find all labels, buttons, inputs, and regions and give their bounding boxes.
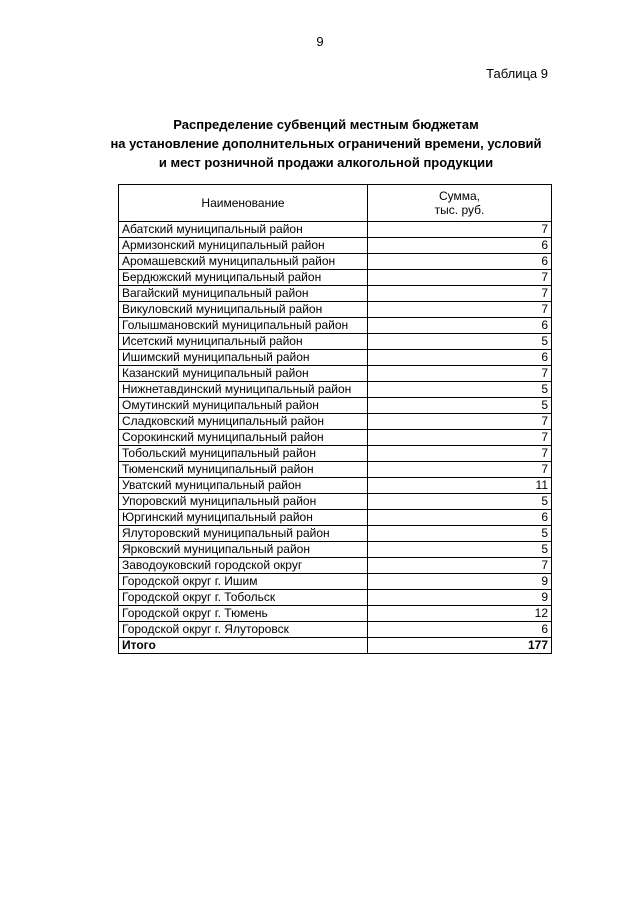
row-name: Ялуторовский муниципальный район — [119, 526, 368, 542]
table-row — [119, 286, 552, 302]
header-sum-line-1: Сумма, — [438, 189, 481, 203]
row-name: Исетский муниципальный район — [119, 334, 368, 350]
row-name: Городской округ г. Тобольск — [119, 590, 368, 606]
row-sum: 7 — [368, 414, 552, 430]
title-line-2: на установление дополнительных ограничений времени, условий — [110, 136, 542, 151]
row-name: Нижнетавдинский муниципальный район — [119, 382, 368, 398]
row-sum: 5 — [368, 526, 552, 542]
header-sum — [368, 185, 552, 222]
table-row — [119, 414, 552, 430]
table-row — [119, 494, 552, 510]
page-number: 9 — [316, 34, 324, 49]
table-header-row — [119, 185, 552, 222]
row-name: Армизонский муниципальный район — [119, 238, 368, 254]
row-name: Голышмановский муниципальный район — [119, 318, 368, 334]
header-name: Наименование — [119, 185, 368, 222]
table-row — [119, 254, 552, 270]
table-row — [119, 302, 552, 318]
table-row — [119, 366, 552, 382]
row-name: Абатский муниципальный район — [119, 222, 368, 238]
row-name: Ишимский муниципальный район — [119, 350, 368, 366]
row-sum: 5 — [368, 542, 552, 558]
row-name: Ярковский муниципальный район — [119, 542, 368, 558]
table-row — [119, 462, 552, 478]
total-label: Итого — [119, 638, 368, 654]
table-row — [119, 270, 552, 286]
document-title — [60, 115, 592, 172]
table-row — [119, 382, 552, 398]
row-sum: 7 — [368, 430, 552, 446]
row-name: Аромашевский муниципальный район — [119, 254, 368, 270]
row-sum: 7 — [368, 270, 552, 286]
table-row — [119, 478, 552, 494]
table-row — [119, 222, 552, 238]
row-name: Юргинский муниципальный район — [119, 510, 368, 526]
title-line-3: и мест розничной продажи алкогольной продукции — [158, 155, 494, 170]
table-row — [119, 350, 552, 366]
table-row — [119, 606, 552, 622]
table-row — [119, 430, 552, 446]
row-sum: 6 — [368, 318, 552, 334]
row-name: Городской округ г. Тюмень — [119, 606, 368, 622]
row-name: Тобольский муниципальный район — [119, 446, 368, 462]
table-body — [119, 222, 552, 654]
row-sum: 5 — [368, 334, 552, 350]
row-sum: 9 — [368, 590, 552, 606]
table-row — [119, 558, 552, 574]
row-name: Городской округ г. Ялуторовск — [119, 622, 368, 638]
row-name: Тюменский муниципальный район — [119, 462, 368, 478]
header-sum-line-2: тыс. руб. — [434, 203, 485, 217]
table-row — [119, 398, 552, 414]
total-row — [119, 638, 552, 654]
row-name: Заводоуковский городской округ — [119, 558, 368, 574]
table-label: Таблица 9 — [486, 66, 548, 81]
row-sum: 7 — [368, 446, 552, 462]
row-name: Сладковский муниципальный район — [119, 414, 368, 430]
row-name: Вагайский муниципальный район — [119, 286, 368, 302]
table-row — [119, 510, 552, 526]
row-name: Бердюжский муниципальный район — [119, 270, 368, 286]
table-row — [119, 574, 552, 590]
table-row — [119, 622, 552, 638]
row-sum: 12 — [368, 606, 552, 622]
row-name: Сорокинский муниципальный район — [119, 430, 368, 446]
row-sum: 7 — [368, 302, 552, 318]
table-row — [119, 318, 552, 334]
row-sum: 9 — [368, 574, 552, 590]
table-row — [119, 590, 552, 606]
row-name: Викуловский муниципальный район — [119, 302, 368, 318]
row-sum: 7 — [368, 558, 552, 574]
table-row — [119, 542, 552, 558]
table-row — [119, 238, 552, 254]
row-sum: 7 — [368, 366, 552, 382]
row-name: Казанский муниципальный район — [119, 366, 368, 382]
row-sum: 5 — [368, 494, 552, 510]
table-row — [119, 334, 552, 350]
row-name: Городской округ г. Ишим — [119, 574, 368, 590]
row-sum: 6 — [368, 350, 552, 366]
row-name: Уватский муниципальный район — [119, 478, 368, 494]
row-sum: 5 — [368, 398, 552, 414]
row-sum: 6 — [368, 510, 552, 526]
row-name: Упоровский муниципальный район — [119, 494, 368, 510]
row-sum: 11 — [368, 478, 552, 494]
title-line-1: Распределение субвенций местным бюджетам — [173, 117, 479, 132]
table-row — [119, 446, 552, 462]
row-name: Омутинский муниципальный район — [119, 398, 368, 414]
total-sum: 177 — [368, 638, 552, 654]
row-sum: 6 — [368, 238, 552, 254]
row-sum: 7 — [368, 462, 552, 478]
row-sum: 6 — [368, 254, 552, 270]
row-sum: 7 — [368, 286, 552, 302]
row-sum: 6 — [368, 622, 552, 638]
table-row — [119, 526, 552, 542]
subsidy-table — [118, 184, 552, 654]
row-sum: 7 — [368, 222, 552, 238]
row-sum: 5 — [368, 382, 552, 398]
